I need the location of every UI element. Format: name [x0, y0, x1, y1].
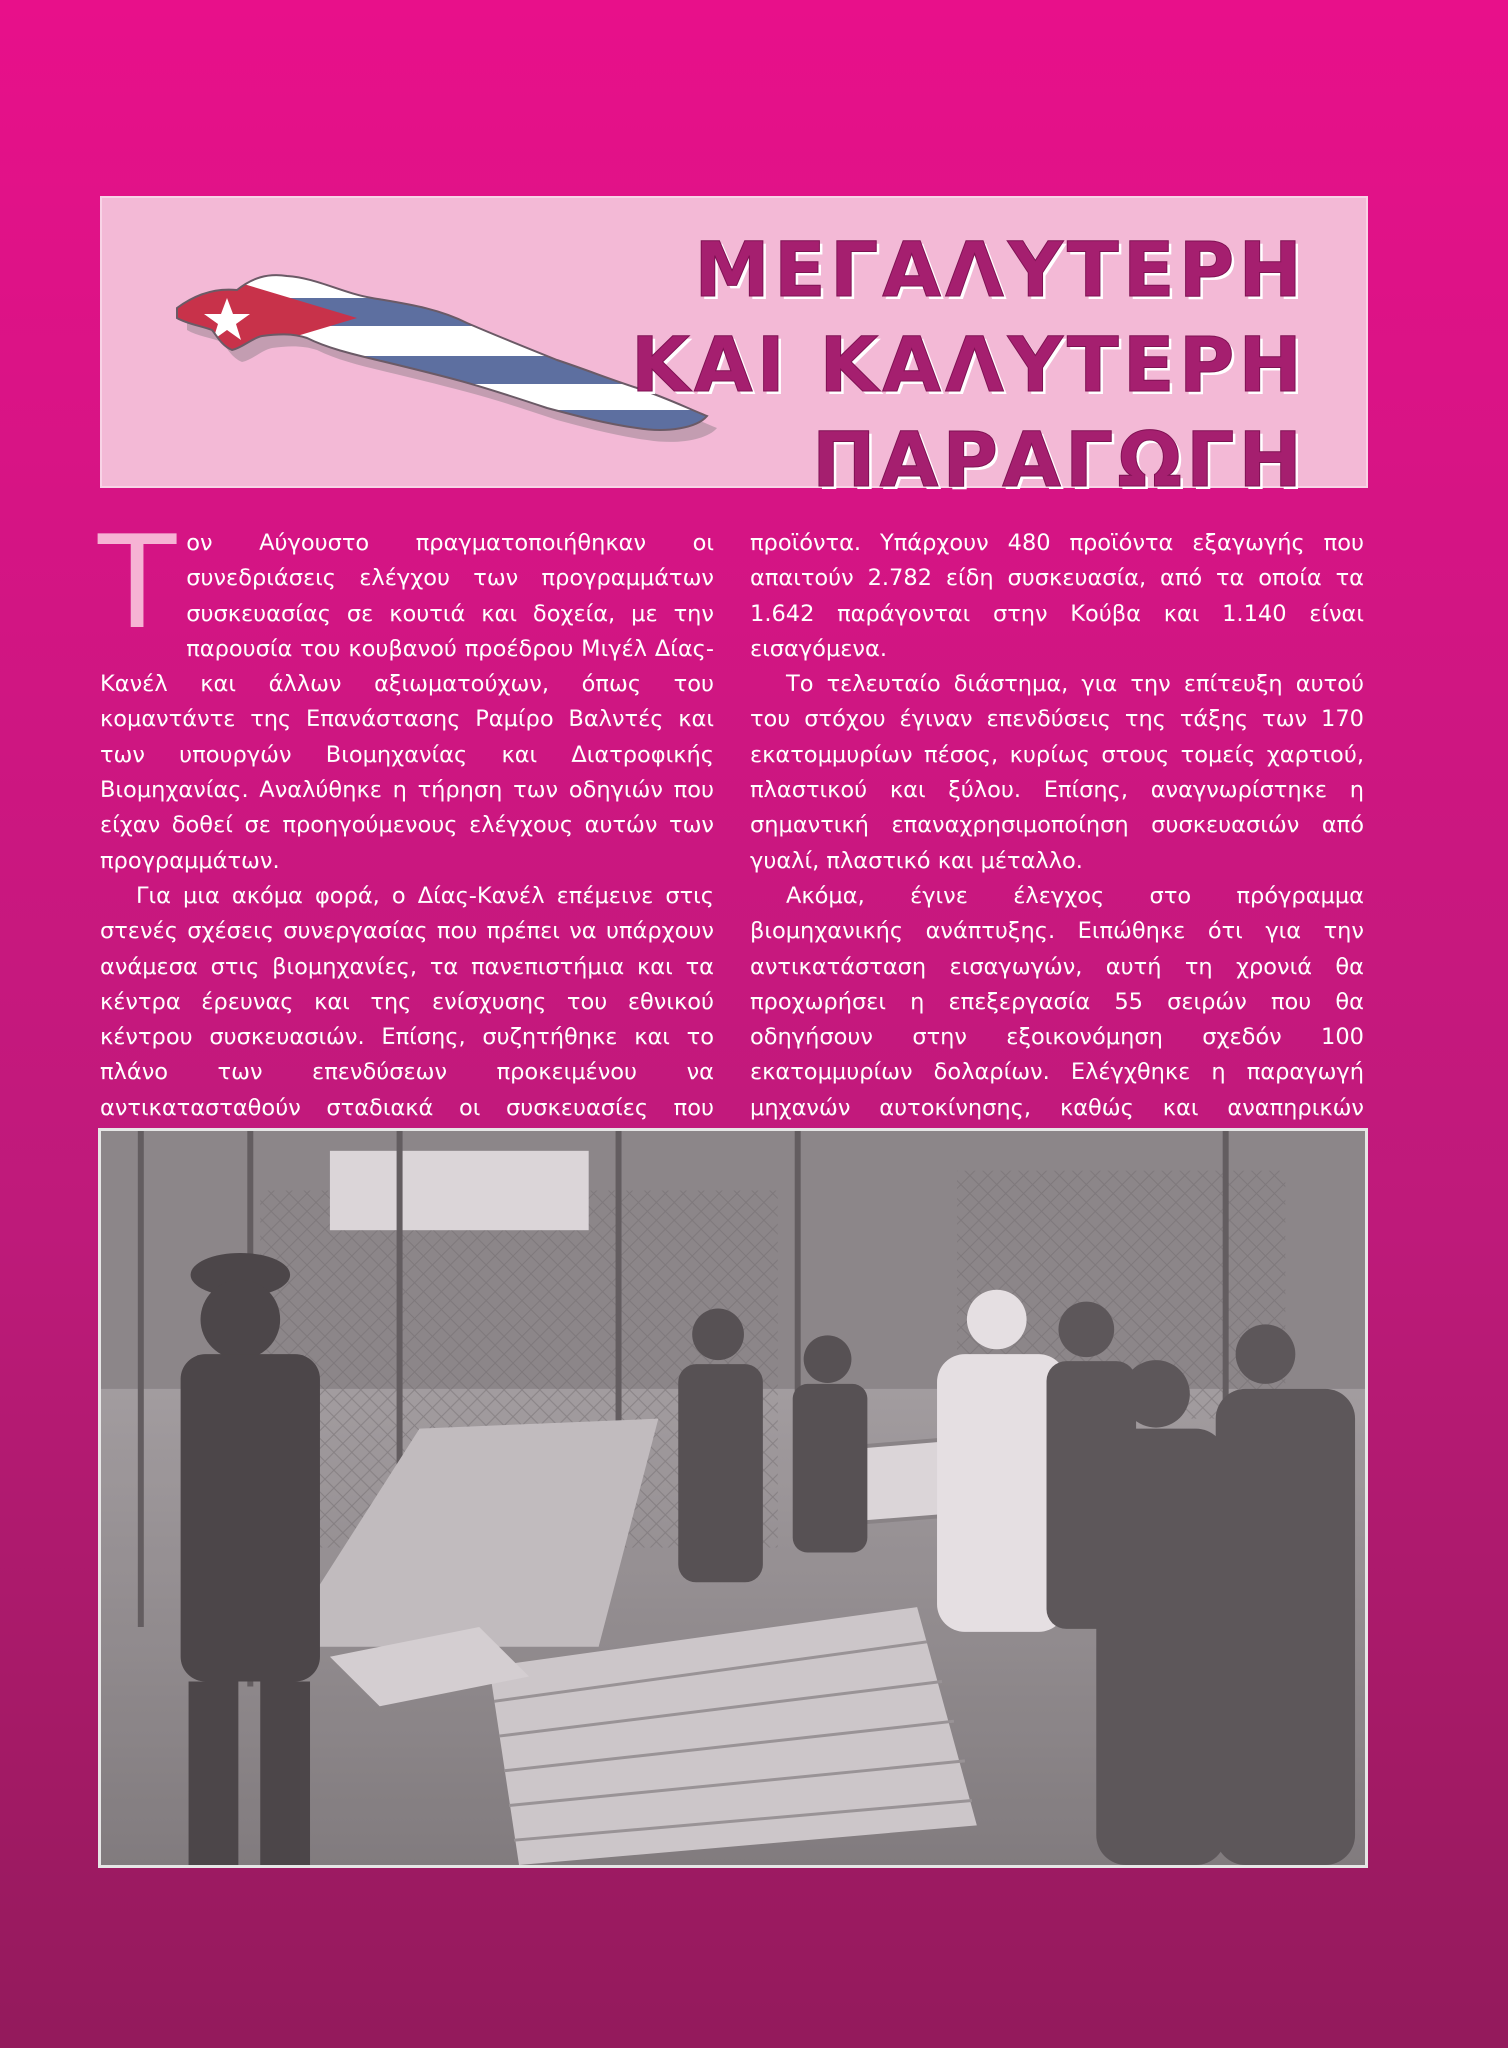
title-banner	[100, 196, 1368, 504]
paragraph: Το τελευταίο διάστημα, για την επίτευξη αυτού του στόχου έγιναν επενδύσεις της τάξης των 170 εκατομμυρίων πέσος, κυρίως στους τομείς χαρτιού, πλαστικού και ξύλου. Επίσης, αναγνωρίστηκε η σημαντική επαναχρησιμοποίηση συσκευασιών από γυαλί, πλαστικό και μέταλλο.	[750, 671, 1364, 874]
factory-photo-icon	[101, 1131, 1365, 1865]
paragraph: Ακόμα, έγινε έλεγχος στο πρόγραμμα βιομηχανικής ανάπτυξης. Ειπώθηκε ότι για την αντικατάσταση εισαγωγών, αυτή τη χρονιά θα προχωρήσει η επεξεργασία 55 σειρών που θα οδηγήσουν στην εξοικονόμηση σχεδόν 100 εκατομμυρίων δολαρίων. Ελέγχθηκε η παραγωγή μηχανών αυτοκίνησης, καθώς και αναπηρικών	[750, 882, 1364, 1121]
paragraph	[98, 509, 714, 879]
title-line-2: ΚΑΙ ΚΑΛΥΤΕΡΗ	[630, 320, 1306, 409]
factory-photo	[98, 1128, 1368, 1868]
article-title	[631, 222, 1306, 507]
paragraph-text: ον Αύγουστο πραγματοποιήθηκαν οι συνεδριάσεις ελέγχου των προγραμμάτων συσκευασίας σε κουτιά και δοχεία, με την παρουσία του κουβανού προέδρου Μιγέλ Δίας-Κανέλ και άλλων αξιωματούχων, όπως του κομαντάντε της Επανάστασης Ραμίρο Βαλντές και των υπουργών Βιομηχανίας και Διατροφικής Βιομηχανίας. Αναλύθηκε η τήρηση των οδηγιών που είχαν δοθεί σε προηγούμενους ελέγχους αυτών των προγραμμάτων.	[100, 530, 714, 874]
paragraph: Για μια ακόμα φορά, ο Δίας-Κανέλ επέμεινε στις στενές σχέσεις συνεργασίας που πρέπει να υπάρχουν ανάμεσα στις βιομηχανίες, τα πανεπιστήμια και τα κέντρα έρευνας και της ενίσχυσης του εθνικού κέντρου συσκευασιών. Επίσης, συζητήθηκε και το πλάνο των επενδύσεων προκειμένου να αντικατασταθούν σταδιακά οι συσκευασίες που	[100, 882, 714, 1121]
drop-cap: Τ	[98, 509, 177, 658]
right-column	[750, 526, 1364, 1161]
paragraph: προϊόντα. Υπάρχουν 480 προϊόντα εξαγωγής που απαιτούν 2.782 είδη συσκευασία, από τα οποία τα 1.642 παράγονται στην Κούβα και 1.140 είναι εισαγόμενα.	[750, 530, 1364, 662]
title-line-1: ΜΕΓΑΛΥΤΕΡΗ	[694, 225, 1306, 314]
title-line-3: ΠΑΡΑΓΩΓΗ	[811, 415, 1306, 504]
left-column	[98, 509, 714, 1161]
